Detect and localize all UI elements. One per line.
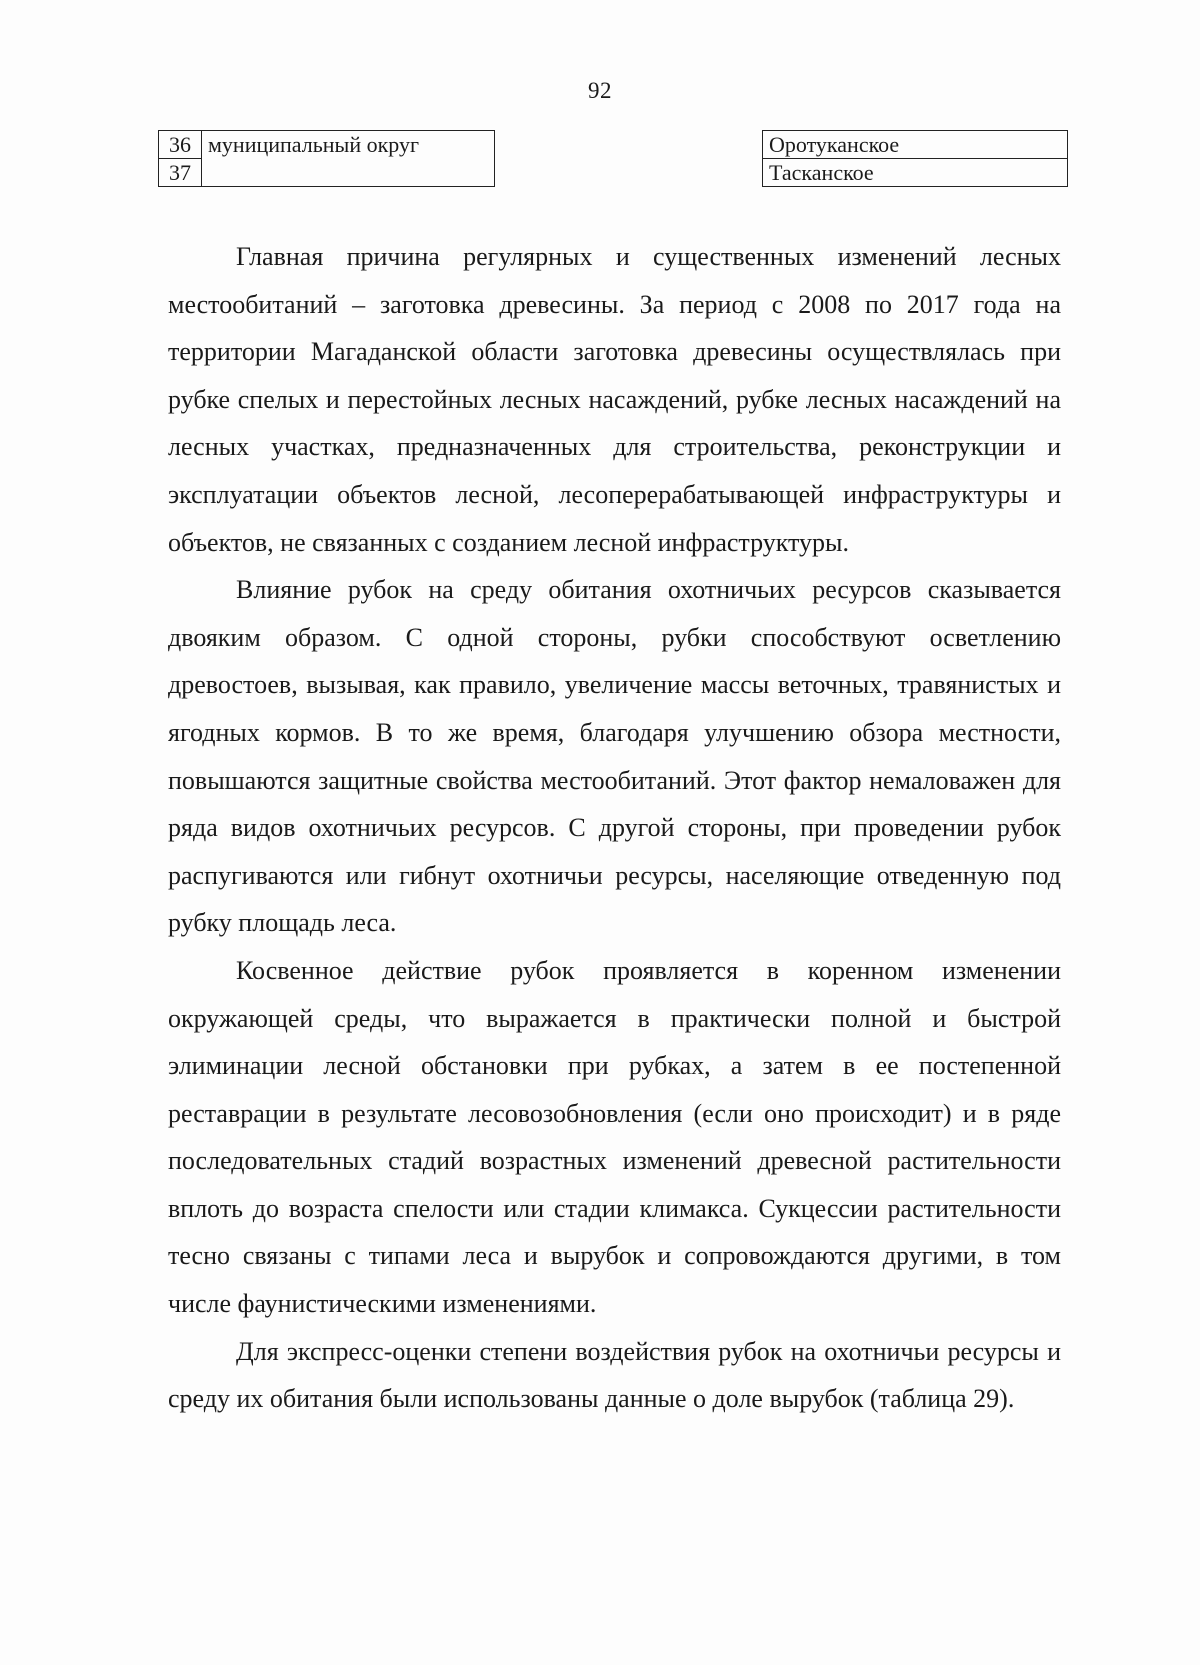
paragraph-4: Для экспресс-оценки степени воздействия рубок на охотничьи ресурсы и среду их обитания были использованы данные о доле вырубок (таблица 29). <box>168 1336 1061 1414</box>
district-type-cell: муниципальный округ <box>202 131 495 159</box>
empty-cell <box>495 159 763 187</box>
empty-cell <box>495 131 763 159</box>
settlements-table <box>158 130 1068 187</box>
district-type-cell <box>202 159 495 187</box>
settlement-cell: Оротуканское <box>763 131 1068 159</box>
row-number: 36 <box>159 131 202 159</box>
paragraph-1: Главная причина регулярных и существенных изменений лесных местообитаний – заготовка древесины. За период с 2008 по 2017 года на территории Магаданской области заготовка древесины осуществлялась при рубке спелых и перестойных лесных насаждений, рубке лесных насаждений на лесных участках, предназначенных для строительства, реконструкции и эксплуатации объектов лесной, лесоперерабатывающей инфраструктуры и объектов, не связанных с созданием лесной инфраструктуры. <box>168 242 1061 557</box>
paragraph-2: Влияние рубок на среду обитания охотничьих ресурсов сказывается двояким образом. С одной стороны, рубки способствуют осветлению древостоев, вызывая, как правило, увеличение массы веточных, травянистых и ягодных кормов. В то же время, благодаря улучшению обзора местности, повышаются защитные свойства местообитаний. Этот фактор немаловажен для ряда видов охотничьих ресурсов. С другой стороны, при проведении рубок распугиваются или гибнут охотничьи ресурсы, населяющие отведенную под рубку площадь леса. <box>168 575 1061 938</box>
settlement-cell: Тасканское <box>763 159 1068 187</box>
row-number: 37 <box>159 159 202 187</box>
table-row <box>159 131 1068 159</box>
body-text <box>168 233 1061 1423</box>
paragraph-3: Косвенное действие рубок проявляется в коренном изменении окружающей среды, что выражается в практически полной и быстрой элиминации лесной обстановки при рубках, а затем в ее постепенной реставрации в результате лесовозобновления (если оно происходит) и в ряде последовательных стадий возрастных изменений древесной растительности вплоть до возраста спелости или стадии климакса. Сукцессии растительности тесно связаны с типами леса и вырубок и сопровождаются другими, в том числе фаунистическими изменениями. <box>168 955 1061 1319</box>
table-row <box>159 159 1068 187</box>
page-number: 92 <box>588 78 612 103</box>
